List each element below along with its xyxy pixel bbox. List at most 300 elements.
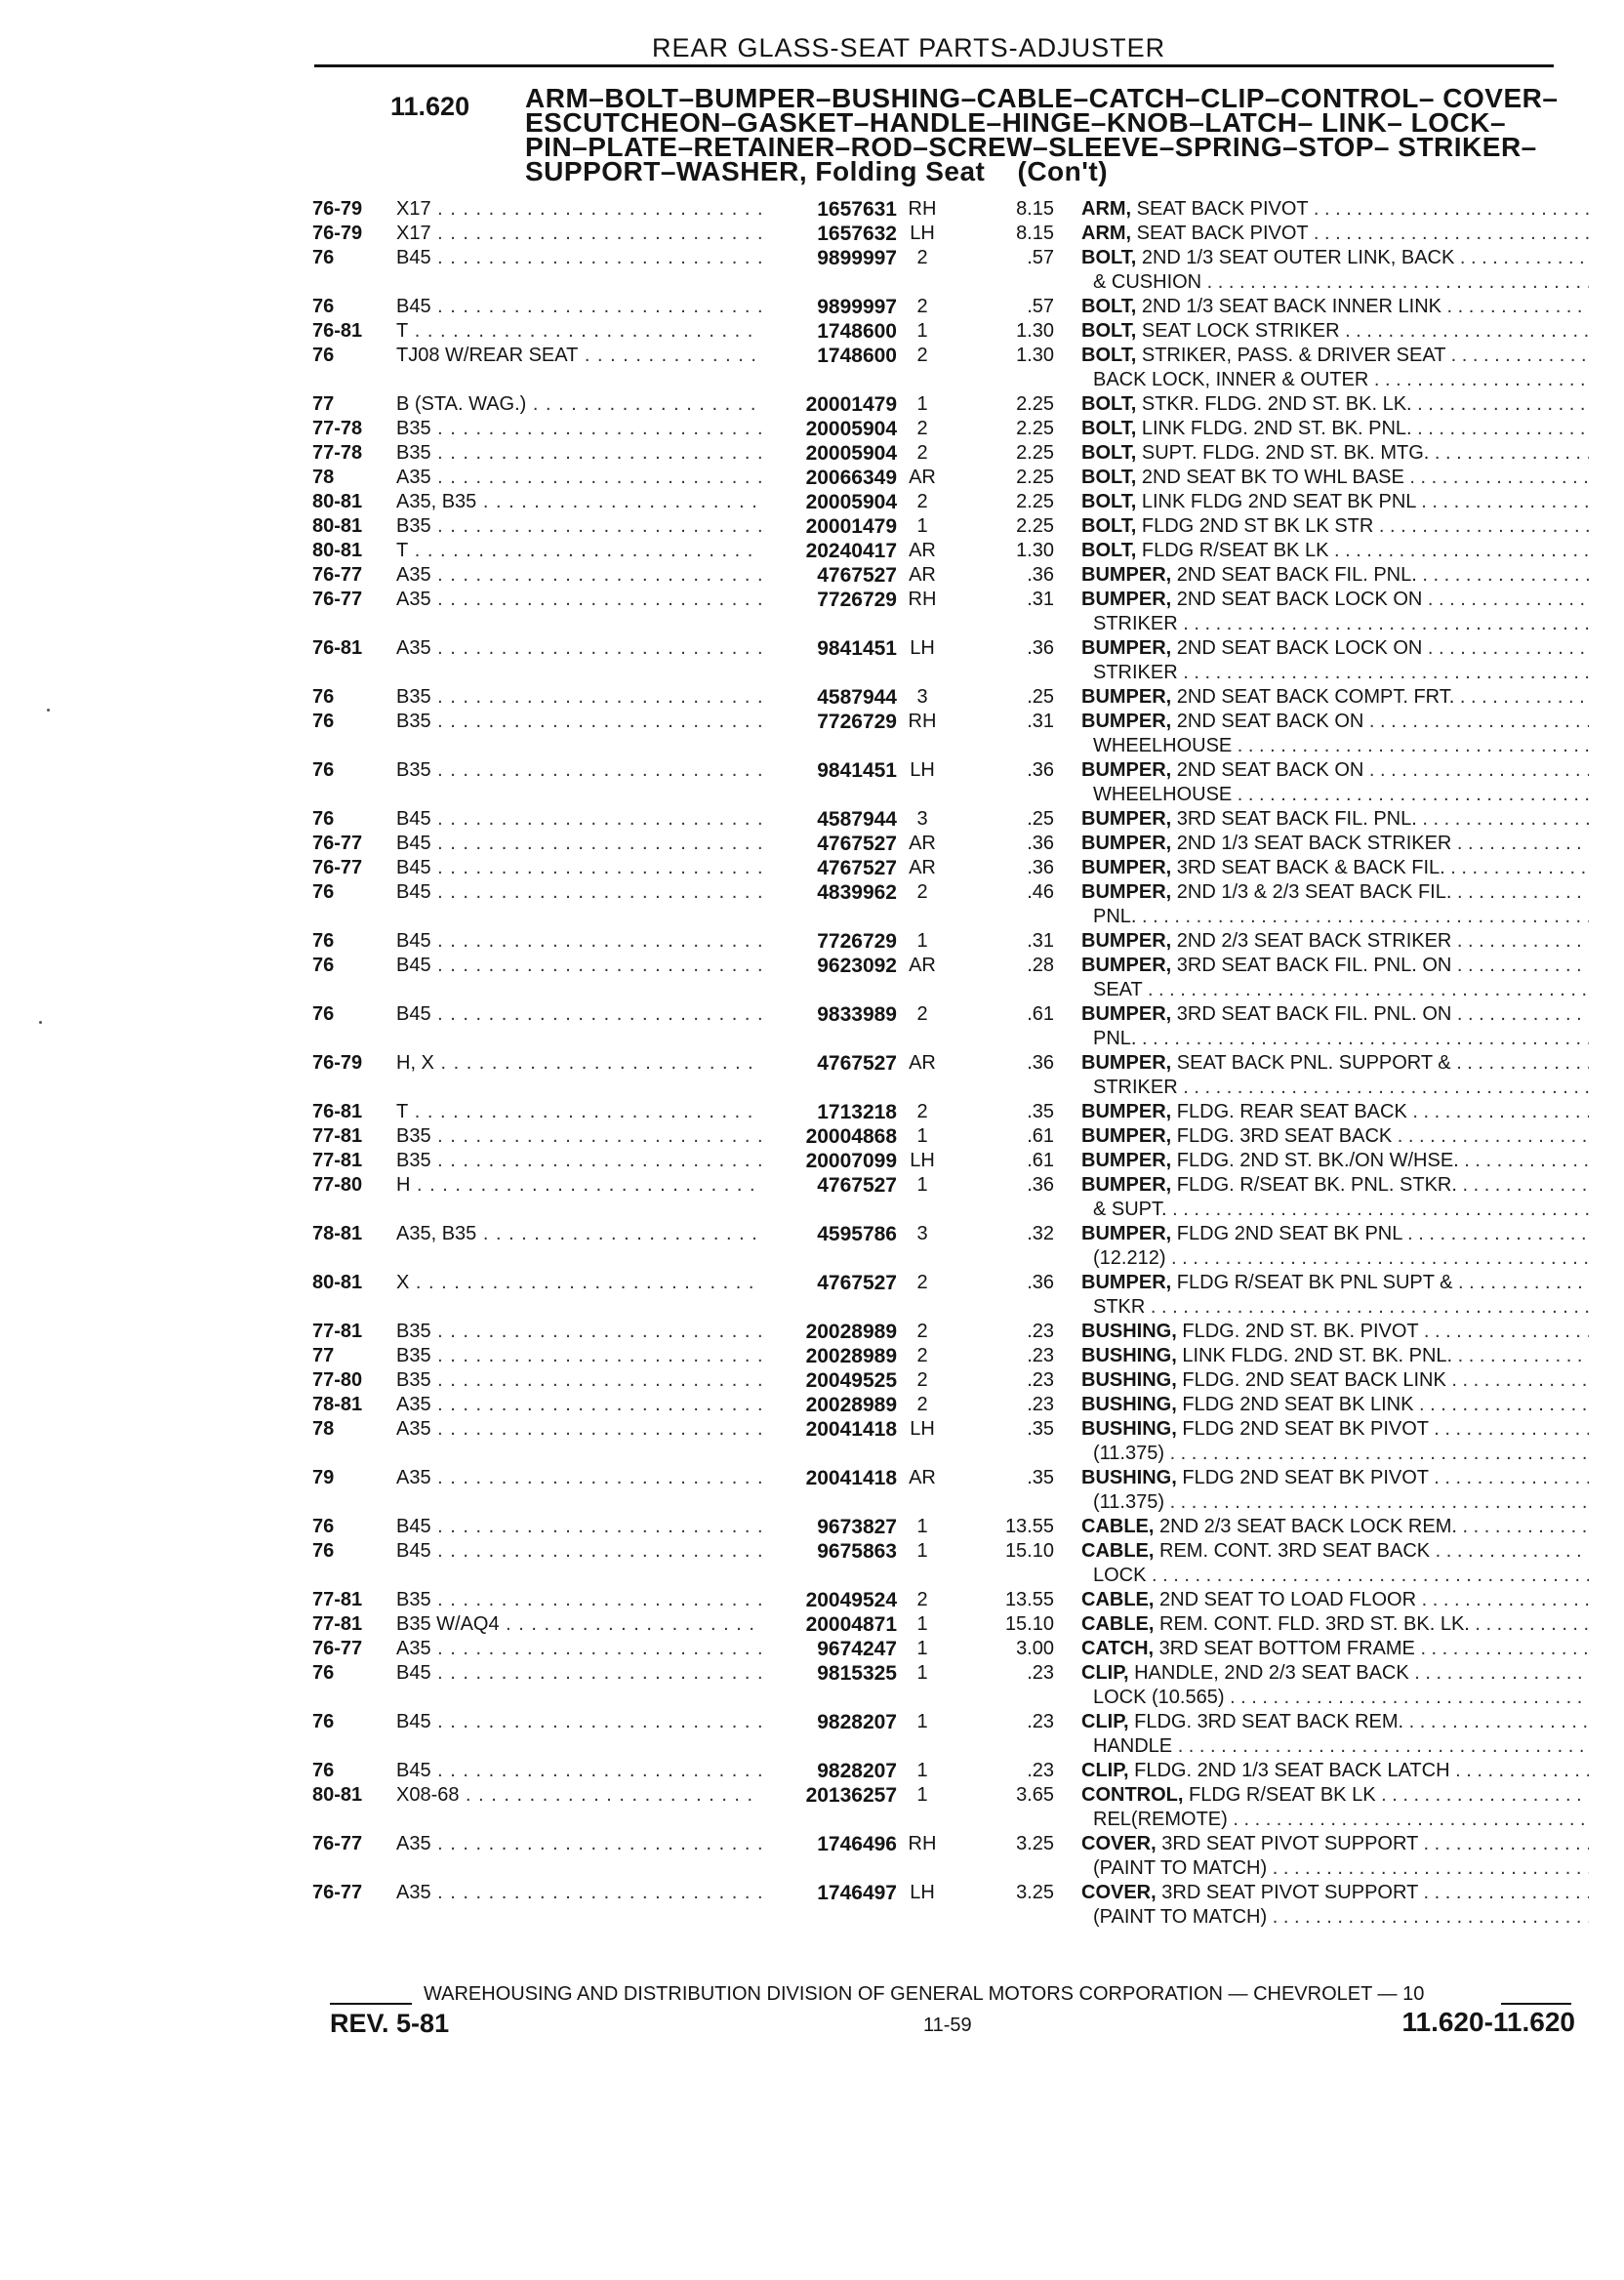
part-year: 76 — [312, 930, 335, 952]
part-name: BUMPER, — [1081, 930, 1172, 952]
part-price: 2.25 — [1016, 515, 1054, 537]
part-quantity: 2 — [916, 1272, 928, 1293]
part-quantity: 2 — [916, 1394, 928, 1415]
part-year: 80-81 — [312, 515, 363, 537]
part-application: B45 . . . — [396, 1661, 775, 1686]
part-number: 20028989 — [761, 1320, 897, 1344]
part-name: BUMPER, — [1081, 1052, 1172, 1074]
part-price: .31 — [1027, 711, 1054, 732]
part-description — [1081, 1515, 1589, 1539]
part-row — [312, 441, 1581, 466]
part-number: 9841451 — [761, 636, 897, 661]
part-quantity: AR — [909, 833, 936, 854]
part-name: BUMPER, — [1081, 1101, 1172, 1122]
part-quantity: AR — [909, 955, 936, 976]
footer-publisher: WAREHOUSING AND DISTRIBUTION DIVISION OF GENERAL MOTORS CORPORATION — CHEVROLET — 10 — [424, 1983, 1425, 2005]
part-desc-text: 2ND 1/3 SEAT OUTER LINK, BACK — [1141, 247, 1455, 268]
part-quantity: 2 — [916, 247, 928, 268]
part-name: BUMPER, — [1081, 881, 1172, 903]
part-desc-text: 2ND SEAT TO LOAD FLOOR — [1159, 1589, 1417, 1610]
part-quantity: RH — [908, 589, 937, 610]
part-description — [1081, 1417, 1589, 1442]
part-desc-text: 2ND 1/3 & 2/3 SEAT BACK FIL. — [1176, 881, 1452, 903]
part-desc-continuation: LOCK . . . — [1093, 1564, 1589, 1588]
part-year: 76-79 — [312, 198, 363, 220]
part-row-continuation — [312, 1490, 1581, 1515]
part-row-continuation — [312, 612, 1581, 636]
part-row — [312, 1881, 1581, 1905]
part-row — [312, 807, 1581, 832]
part-application: T . . . — [396, 539, 775, 563]
part-quantity: 2 — [916, 1589, 928, 1610]
part-row — [312, 417, 1581, 441]
part-number: 1748600 — [761, 344, 897, 368]
part-name: CABLE, — [1081, 1540, 1155, 1562]
part-desc-text: LINK FLDG. 2ND ST. BK. PNL. — [1141, 418, 1412, 439]
part-desc-continuation: PNL. . . . — [1093, 1027, 1589, 1051]
part-desc-continuation: (12.212) . . . — [1093, 1246, 1589, 1271]
part-price: .36 — [1027, 857, 1054, 878]
part-year: 80-81 — [312, 1784, 363, 1806]
part-description — [1081, 954, 1589, 978]
part-desc-text: 3RD SEAT BOTTOM FRAME — [1158, 1638, 1415, 1659]
part-name: BUMPER, — [1081, 1003, 1172, 1025]
part-number: 9815325 — [761, 1661, 897, 1686]
part-row-continuation — [312, 1442, 1581, 1466]
part-row — [312, 490, 1581, 514]
part-name: BUSHING, — [1081, 1394, 1177, 1415]
part-row-continuation — [312, 1808, 1581, 1832]
parts-list — [312, 197, 1581, 1930]
part-desc-text: SEAT BACK PIVOT — [1136, 198, 1309, 220]
part-description — [1081, 197, 1589, 222]
part-quantity: 1 — [916, 393, 928, 415]
part-description — [1081, 514, 1589, 539]
part-quantity: 1 — [916, 1174, 928, 1196]
part-quantity: 2 — [916, 345, 928, 366]
part-quantity: 1 — [916, 930, 928, 952]
part-quantity: 2 — [916, 442, 928, 464]
part-number: 4767527 — [761, 856, 897, 880]
part-quantity: 1 — [916, 1760, 928, 1781]
part-year: 76 — [312, 1540, 335, 1562]
part-quantity: 2 — [916, 491, 928, 512]
part-desc-continuation: (11.375) . . . — [1093, 1490, 1589, 1515]
part-price: .46 — [1027, 881, 1054, 903]
part-year: 76 — [312, 711, 335, 732]
part-number: 20041418 — [761, 1417, 897, 1442]
part-quantity: 1 — [916, 1125, 928, 1147]
part-application: B35 . . . — [396, 417, 775, 441]
part-row — [312, 758, 1581, 783]
part-row-continuation — [312, 661, 1581, 685]
part-desc-text: FLDG. 2ND ST. BK./ON W/HSE. — [1176, 1150, 1459, 1171]
part-row — [312, 929, 1581, 954]
part-description — [1081, 1271, 1589, 1295]
part-desc-text: 2ND 2/3 SEAT BACK LOCK REM. — [1159, 1516, 1457, 1537]
part-row — [312, 563, 1581, 588]
part-desc-text: 2ND SEAT BACK LOCK ON — [1176, 637, 1423, 659]
part-number: 1657632 — [761, 222, 897, 246]
part-year: 80-81 — [312, 540, 363, 561]
part-number: 20240417 — [761, 539, 897, 563]
part-application: A35, B35 . . . — [396, 490, 775, 514]
part-number: 4767527 — [761, 1173, 897, 1198]
part-description — [1081, 1539, 1589, 1564]
part-number: 4587944 — [761, 685, 897, 710]
part-year: 77 — [312, 393, 335, 415]
part-name: BUSHING, — [1081, 1345, 1177, 1366]
part-number: 20004871 — [761, 1612, 897, 1637]
part-desc-text: FLDG R/SEAT BK LK — [1141, 540, 1329, 561]
part-price: 3.65 — [1016, 1784, 1054, 1806]
part-price: 15.10 — [1004, 1613, 1054, 1635]
part-row-continuation — [312, 783, 1581, 807]
part-row — [312, 1149, 1581, 1173]
part-description — [1081, 685, 1589, 710]
part-number: 20028989 — [761, 1393, 897, 1417]
part-quantity: LH — [910, 223, 935, 244]
part-name: BUMPER, — [1081, 808, 1172, 830]
part-application: B45 . . . — [396, 1002, 775, 1027]
part-quantity: 3 — [916, 808, 928, 830]
part-row — [312, 832, 1581, 856]
part-row — [312, 514, 1581, 539]
part-row — [312, 1417, 1581, 1442]
part-number: 9828207 — [761, 1759, 897, 1783]
part-name: CLIP, — [1081, 1760, 1129, 1781]
part-name: BUMPER, — [1081, 686, 1172, 708]
part-description — [1081, 1393, 1589, 1417]
part-description — [1081, 1710, 1589, 1734]
part-application: TJ08 W/REAR SEAT . . . — [396, 344, 775, 368]
part-price: .23 — [1027, 1321, 1054, 1342]
part-description — [1081, 1588, 1589, 1612]
part-name: BUMPER, — [1081, 1174, 1172, 1196]
part-quantity: 1 — [916, 320, 928, 342]
part-name: BOLT, — [1081, 320, 1137, 342]
part-number: 1746497 — [761, 1881, 897, 1905]
part-price: 2.25 — [1016, 442, 1054, 464]
part-number: 20005904 — [761, 490, 897, 514]
part-number: 20136257 — [761, 1783, 897, 1808]
part-application: B35 . . . — [396, 1124, 775, 1149]
part-application: X . . . — [396, 1271, 775, 1295]
part-number: 20028989 — [761, 1344, 897, 1368]
part-number: 7726729 — [761, 588, 897, 612]
part-description — [1081, 710, 1589, 734]
part-name: CABLE, — [1081, 1589, 1155, 1610]
section-number: 11.620 — [390, 92, 470, 121]
part-description — [1081, 880, 1589, 905]
part-year: 76-77 — [312, 833, 363, 854]
part-row-continuation — [312, 270, 1581, 295]
part-price: .36 — [1027, 1174, 1054, 1196]
part-application: B45 . . . — [396, 1710, 775, 1734]
part-desc-text: 2ND 1/3 SEAT BACK STRIKER — [1176, 833, 1452, 854]
part-row-continuation — [312, 905, 1581, 929]
part-number: 20066349 — [761, 466, 897, 490]
part-desc-text: 2ND SEAT BACK COMPT. FRT. — [1176, 686, 1455, 708]
part-price: 1.30 — [1016, 320, 1054, 342]
part-desc-continuation: BACK LOCK, INNER & OUTER . . . — [1093, 368, 1589, 392]
part-number: 9828207 — [761, 1710, 897, 1734]
part-desc-text: 3RD SEAT PIVOT SUPPORT — [1161, 1833, 1418, 1854]
part-description — [1081, 295, 1589, 319]
part-row — [312, 636, 1581, 661]
part-desc-text: 2ND 2/3 SEAT BACK STRIKER — [1176, 930, 1452, 952]
footer-section-range: 11.620-11.620 — [1401, 2007, 1575, 2037]
part-application: A35, B35 . . . — [396, 1222, 775, 1246]
part-name: CATCH, — [1081, 1638, 1155, 1659]
part-desc-text: FLDG. 2ND 1/3 SEAT BACK LATCH — [1134, 1760, 1450, 1781]
part-desc-text: FLDG. R/SEAT BK. PNL. STKR. — [1176, 1174, 1457, 1196]
part-quantity: LH — [910, 759, 935, 781]
part-year: 76-81 — [312, 637, 363, 659]
part-quantity: LH — [910, 1882, 935, 1903]
part-year: 76-81 — [312, 320, 363, 342]
part-name: BUSHING, — [1081, 1321, 1177, 1342]
part-application: B45 . . . — [396, 246, 775, 270]
part-year: 76-81 — [312, 1101, 363, 1122]
part-name: BUMPER, — [1081, 833, 1172, 854]
part-year: 77-81 — [312, 1125, 363, 1147]
part-description — [1081, 1100, 1589, 1124]
part-number: 20007099 — [761, 1149, 897, 1173]
part-description — [1081, 1002, 1589, 1027]
part-row-continuation — [312, 1198, 1581, 1222]
part-desc-text: SEAT BACK PIVOT — [1136, 223, 1309, 244]
part-name: BOLT, — [1081, 540, 1137, 561]
part-desc-text: 2ND SEAT BACK ON — [1176, 711, 1364, 732]
scan-speck — [39, 1021, 42, 1024]
part-desc-text: 2ND SEAT BACK LOCK ON — [1176, 589, 1423, 610]
part-number: 9899997 — [761, 246, 897, 270]
part-description — [1081, 1344, 1589, 1368]
part-number: 4595786 — [761, 1222, 897, 1246]
part-number: 7726729 — [761, 710, 897, 734]
part-number: 1713218 — [761, 1100, 897, 1124]
part-desc-continuation: HANDLE . . . — [1093, 1734, 1589, 1759]
part-price: .25 — [1027, 808, 1054, 830]
part-desc-continuation: STRIKER . . . — [1093, 661, 1589, 685]
part-year: 76-77 — [312, 1833, 363, 1854]
part-description — [1081, 758, 1589, 783]
part-number: 9833989 — [761, 1002, 897, 1027]
part-description — [1081, 563, 1589, 588]
part-year: 76 — [312, 1760, 335, 1781]
part-desc-text: FLDG. 2ND ST. BK. PIVOT — [1182, 1321, 1419, 1342]
part-desc-text: 2ND SEAT BK TO WHL BASE — [1141, 467, 1404, 488]
part-price: .23 — [1027, 1345, 1054, 1366]
part-name: BUMPER, — [1081, 955, 1172, 976]
part-application: B45 . . . — [396, 929, 775, 954]
part-year: 76-77 — [312, 1638, 363, 1659]
part-row — [312, 1612, 1581, 1637]
part-application: A35 . . . — [396, 1637, 775, 1661]
part-quantity: LH — [910, 637, 935, 659]
part-year: 78-81 — [312, 1394, 363, 1415]
part-desc-text: 3RD SEAT BACK FIL. PNL. — [1176, 808, 1417, 830]
part-name: BOLT, — [1081, 345, 1137, 366]
part-price: .36 — [1027, 637, 1054, 659]
part-desc-text: REM. CONT. 3RD SEAT BACK — [1159, 1540, 1431, 1562]
part-row — [312, 466, 1581, 490]
part-application: B35 . . . — [396, 1588, 775, 1612]
part-number: 1748600 — [761, 319, 897, 344]
part-desc-text: FLDG 2ND SEAT BK PIVOT — [1182, 1418, 1429, 1440]
part-row — [312, 1710, 1581, 1734]
part-number: 9899997 — [761, 295, 897, 319]
part-number: 4767527 — [761, 1271, 897, 1295]
part-quantity: 2 — [916, 1003, 928, 1025]
part-row — [312, 1173, 1581, 1198]
part-row — [312, 710, 1581, 734]
part-price: .23 — [1027, 1711, 1054, 1732]
part-number: 20005904 — [761, 441, 897, 466]
part-desc-continuation: (PAINT TO MATCH) . . . — [1093, 1905, 1589, 1930]
part-year: 76 — [312, 1516, 335, 1537]
part-price: .35 — [1027, 1101, 1054, 1122]
part-number: 20049525 — [761, 1368, 897, 1393]
part-year: 78-81 — [312, 1223, 363, 1244]
part-application: B35 . . . — [396, 514, 775, 539]
part-year: 80-81 — [312, 491, 363, 512]
part-name: BOLT, — [1081, 247, 1137, 268]
part-name: BOLT, — [1081, 491, 1137, 512]
part-price: 1.30 — [1016, 345, 1054, 366]
part-row — [312, 1320, 1581, 1344]
part-number: 1657631 — [761, 197, 897, 222]
part-name: BUMPER, — [1081, 564, 1172, 586]
part-description — [1081, 466, 1589, 490]
part-number: 7726729 — [761, 929, 897, 954]
part-quantity: AR — [909, 467, 936, 488]
part-row-continuation — [312, 1686, 1581, 1710]
part-desc-text: SUPT. FLDG. 2ND ST. BK. MTG. — [1141, 442, 1430, 464]
part-row — [312, 344, 1581, 368]
part-desc-continuation: (PAINT TO MATCH) . . . — [1093, 1856, 1589, 1881]
part-name: CONTROL, — [1081, 1784, 1184, 1806]
part-year: 76-77 — [312, 857, 363, 878]
part-row — [312, 222, 1581, 246]
part-number: 20005904 — [761, 417, 897, 441]
part-price: .32 — [1027, 1223, 1054, 1244]
part-description — [1081, 1051, 1589, 1076]
part-description — [1081, 832, 1589, 856]
part-price: 3.25 — [1016, 1882, 1054, 1903]
part-desc-text: 3RD SEAT BACK FIL. PNL. ON — [1176, 1003, 1452, 1025]
part-description — [1081, 1783, 1589, 1808]
part-application: B45 . . . — [396, 1759, 775, 1783]
part-row — [312, 295, 1581, 319]
part-desc-text: FLDG. 2ND SEAT BACK LINK — [1182, 1369, 1446, 1391]
part-desc-text: FLDG 2ND SEAT BK PNL — [1176, 1223, 1402, 1244]
part-number: 4587944 — [761, 807, 897, 832]
section-title-text: ARM–BOLT–BUMPER–BUSHING–CABLE–CATCH–CLIP–CONTROL– COVER–ESCUTCHEON–GASKET–HANDLE–HINGE–KNOB–LATCH– LINK– LOCK–PIN–PLATE–RETAINER–ROD–SCREW–SLEEVE–SPRING–STOP– STRIKER–SUPPORT–WASHER, Folding Seat — [525, 83, 1559, 186]
part-name: BOLT, — [1081, 393, 1137, 415]
part-row-continuation — [312, 1295, 1581, 1320]
part-year: 79 — [312, 1467, 335, 1488]
part-number: 20001479 — [761, 514, 897, 539]
part-price: .36 — [1027, 759, 1054, 781]
part-name: CABLE, — [1081, 1516, 1155, 1537]
part-desc-continuation: REL(REMOTE) . . . — [1093, 1808, 1589, 1832]
part-row-continuation — [312, 978, 1581, 1002]
part-quantity: 3 — [916, 686, 928, 708]
part-quantity: AR — [909, 857, 936, 878]
part-row — [312, 1637, 1581, 1661]
part-application: B35 . . . — [396, 441, 775, 466]
part-application: B45 . . . — [396, 954, 775, 978]
part-quantity: 1 — [916, 515, 928, 537]
part-quantity: 1 — [916, 1516, 928, 1537]
part-application: B35 . . . — [396, 758, 775, 783]
part-price: .36 — [1027, 833, 1054, 854]
part-year: 77-78 — [312, 418, 363, 439]
part-description — [1081, 222, 1589, 246]
part-quantity: 1 — [916, 1662, 928, 1684]
part-quantity: AR — [909, 1467, 936, 1488]
part-number: 20004868 — [761, 1124, 897, 1149]
part-quantity: 1 — [916, 1540, 928, 1562]
part-year: 77-81 — [312, 1613, 363, 1635]
part-description — [1081, 490, 1589, 514]
part-row-continuation — [312, 1076, 1581, 1100]
part-price: .23 — [1027, 1662, 1054, 1684]
part-description — [1081, 929, 1589, 954]
part-number: 4767527 — [761, 563, 897, 588]
part-application: T . . . — [396, 1100, 775, 1124]
part-row — [312, 1661, 1581, 1686]
part-number: 9673827 — [761, 1515, 897, 1539]
part-application: B45 . . . — [396, 880, 775, 905]
part-number: 9674247 — [761, 1637, 897, 1661]
part-number: 20001479 — [761, 392, 897, 417]
part-name: COVER, — [1081, 1882, 1157, 1903]
part-desc-text: 3RD SEAT BACK FIL. PNL. ON — [1176, 955, 1452, 976]
part-price: 2.25 — [1016, 467, 1054, 488]
part-description — [1081, 1124, 1589, 1149]
part-row — [312, 1759, 1581, 1783]
part-desc-continuation: STRIKER . . . — [1093, 612, 1589, 636]
part-year: 76-77 — [312, 1882, 363, 1903]
part-application: T . . . — [396, 319, 775, 344]
part-name: BUMPER, — [1081, 1125, 1172, 1147]
part-row-continuation — [312, 1027, 1581, 1051]
part-year: 76-79 — [312, 223, 363, 244]
part-application: B35 . . . — [396, 1344, 775, 1368]
part-number: 1746496 — [761, 1832, 897, 1856]
part-year: 76 — [312, 881, 335, 903]
part-name: BOLT, — [1081, 418, 1137, 439]
part-quantity: AR — [909, 1052, 936, 1074]
part-row — [312, 1466, 1581, 1490]
part-application: H, X . . . — [396, 1051, 775, 1076]
part-description — [1081, 1173, 1589, 1198]
part-application: X08-68 . . . — [396, 1783, 775, 1808]
part-number: 9841451 — [761, 758, 897, 783]
part-desc-text: FLDG 2ND SEAT BK LINK — [1182, 1394, 1414, 1415]
part-year: 77-81 — [312, 1589, 363, 1610]
part-desc-text: LINK FLDG 2ND SEAT BK PNL — [1141, 491, 1416, 512]
part-quantity: 1 — [916, 1784, 928, 1806]
part-desc-text: STRIKER, PASS. & DRIVER SEAT — [1141, 345, 1446, 366]
part-row-continuation — [312, 1564, 1581, 1588]
part-name: BUMPER, — [1081, 711, 1172, 732]
section-title — [525, 83, 1560, 186]
part-name: BUMPER, — [1081, 589, 1172, 610]
